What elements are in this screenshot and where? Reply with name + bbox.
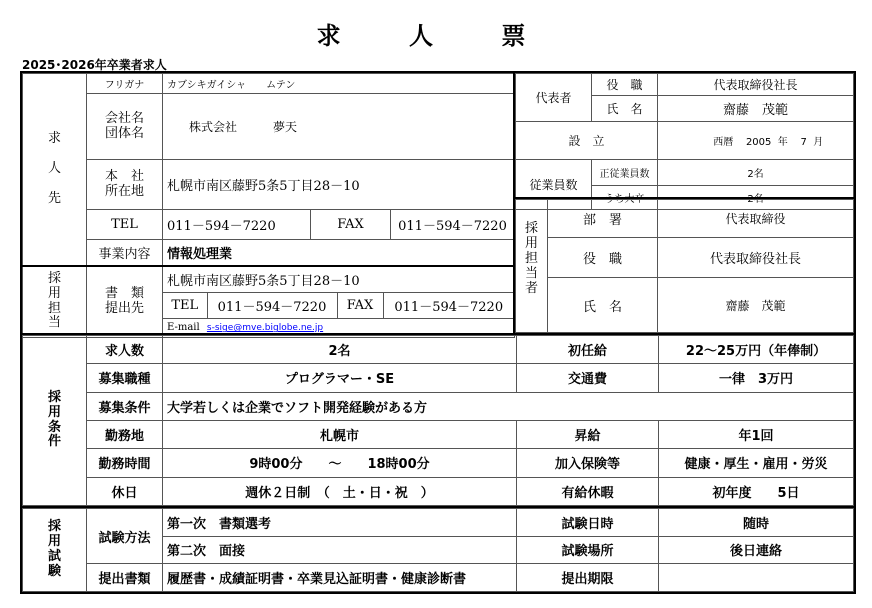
exam-date-value: 随時 xyxy=(659,509,854,537)
recruiter-title-value: 代表取締役社長 xyxy=(658,238,854,278)
condition-value: 週休２日制 （ 土・日・祝 ） xyxy=(163,477,517,505)
condition-right-value: 一律 3万円 xyxy=(659,364,854,392)
recruiter-section-label: 採 用 担 当 者 xyxy=(516,200,548,333)
condition-value: 札幌市 xyxy=(163,420,517,448)
submission-fax-value: 011－594－7220 xyxy=(383,293,514,319)
exam-place-label: 試験場所 xyxy=(517,536,659,564)
regular-employees-value: 2名 xyxy=(658,160,854,186)
fax-label: FAX xyxy=(311,210,391,240)
recruiter-title-label: 役 職 xyxy=(548,238,658,278)
condition-right-value: 初年度 5日 xyxy=(659,477,854,505)
condition-label: 募集職種 xyxy=(87,364,163,392)
company-block xyxy=(20,71,515,335)
hq-address-value: 札幌市南区藤野5条5丁目28－10 xyxy=(163,160,515,210)
condition-value: 9時00分 ～ 18時00分 xyxy=(163,449,517,477)
condition-label: 休日 xyxy=(87,477,163,505)
graduate-employees-label: うち大卒 xyxy=(592,186,658,210)
exam-docs-value: 履歴書・成績証明書・卒業見込証明書・健康診断書 xyxy=(163,564,517,592)
est-era: 西暦 xyxy=(713,137,734,148)
company-name-label: 会社名 団体名 xyxy=(87,94,163,160)
exam-docs-label: 提出書類 xyxy=(87,564,163,592)
rep-title-value: 代表取締役社長 xyxy=(658,74,854,96)
rep-name-value: 齋藤 茂範 xyxy=(658,96,854,122)
exam-method-1: 第一次 書類選考 xyxy=(163,509,517,537)
graduate-employees-value: 2名 xyxy=(658,186,854,210)
exam-deadline-value xyxy=(659,564,854,592)
condition-right-label: 加入保険等 xyxy=(517,449,659,477)
representative-label: 代表者 xyxy=(516,74,592,122)
condition-value: プログラマー・SE xyxy=(163,364,517,392)
condition-label: 求人数 xyxy=(87,336,163,364)
condition-label: 勤務時間 xyxy=(87,449,163,477)
exam-method-label: 試験方法 xyxy=(87,509,163,564)
submission-address: 札幌市南区藤野5条5丁目28－10 xyxy=(163,267,514,293)
condition-right-value: 健康・厚生・雇用・労災 xyxy=(659,449,854,477)
submission-section-label: 採 用 担 当 xyxy=(23,266,87,338)
email-link[interactable]: s-sige@mve.biglobe.ne.jp xyxy=(206,323,324,334)
furigana-label: フリガナ xyxy=(87,74,163,94)
est-year-unit: 年 xyxy=(777,137,788,148)
rep-name-label: 氏 名 xyxy=(592,96,658,122)
submission-fax-label: FAX xyxy=(337,293,383,319)
recruiter-dept-value: 代表取締役 xyxy=(658,200,854,238)
page-title: 求 人 票 xyxy=(316,22,556,50)
company-section-label: 求 人 先 xyxy=(23,74,87,266)
condition-label: 勤務地 xyxy=(87,420,163,448)
exam-method-2: 第二次 面接 xyxy=(163,536,517,564)
est-month-unit: 月 xyxy=(813,137,824,148)
recruiter-dept-label: 部 署 xyxy=(548,200,658,238)
hq-address-label: 本 社 所在地 xyxy=(87,160,163,210)
condition-value: 2名 xyxy=(163,336,517,364)
subtitle: 2025･2026年卒業者求人 xyxy=(22,58,167,72)
exam-section-label: 採 用 試 験 xyxy=(23,509,87,592)
company-name-value: 株式会社 夢天 xyxy=(163,94,515,160)
rep-title-label: 役 職 xyxy=(592,74,658,96)
exam-place-value: 後日連絡 xyxy=(659,536,854,564)
condition-right-label: 初任給 xyxy=(517,336,659,364)
submission-tel-label: TEL xyxy=(163,293,207,319)
employees-label: 従業員数 xyxy=(516,160,592,210)
condition-right-value: 22～25万円（年俸制） xyxy=(659,336,854,364)
est-month: 7 xyxy=(800,137,807,148)
condition-label: 募集条件 xyxy=(87,392,163,420)
condition-right-label: 交通費 xyxy=(517,364,659,392)
fax-value: 011－594－7220 xyxy=(391,210,515,240)
condition-right-value: 年1回 xyxy=(659,420,854,448)
exam-date-label: 試験日時 xyxy=(517,509,659,537)
exam-deadline-label: 提出期限 xyxy=(517,564,659,592)
conditions-section-label: 採 用 条 件 xyxy=(23,336,87,506)
recruiter-name-label: 氏 名 xyxy=(548,278,658,333)
submission-tel-value: 011－594－7220 xyxy=(207,293,337,319)
est-year: 2005 xyxy=(745,137,772,148)
exam-block xyxy=(20,506,856,594)
condition-right-label: 昇給 xyxy=(517,420,659,448)
established-date xyxy=(658,122,854,160)
tel-value: 011－594－7220 xyxy=(163,210,311,240)
conditions-block xyxy=(20,333,856,508)
recruiter-block xyxy=(513,197,856,335)
recruiter-name-value: 齋藤 茂範 xyxy=(658,278,854,333)
email-label: E-mail xyxy=(167,322,200,334)
submission-dest-label: 書 類 提出先 xyxy=(87,266,163,338)
representative-block xyxy=(513,71,856,205)
furigana-value: カブシキガイシャ ムテン xyxy=(163,74,515,94)
established-label: 設 立 xyxy=(516,122,658,160)
business-value: 情報処理業 xyxy=(163,240,515,266)
tel-label: TEL xyxy=(87,210,163,240)
regular-employees-label: 正従業員数 xyxy=(592,160,658,186)
business-label: 事業内容 xyxy=(87,240,163,266)
condition-value: 大学若しくは企業でソフト開発経験がある方 xyxy=(163,392,854,420)
condition-right-label: 有給休暇 xyxy=(517,477,659,505)
